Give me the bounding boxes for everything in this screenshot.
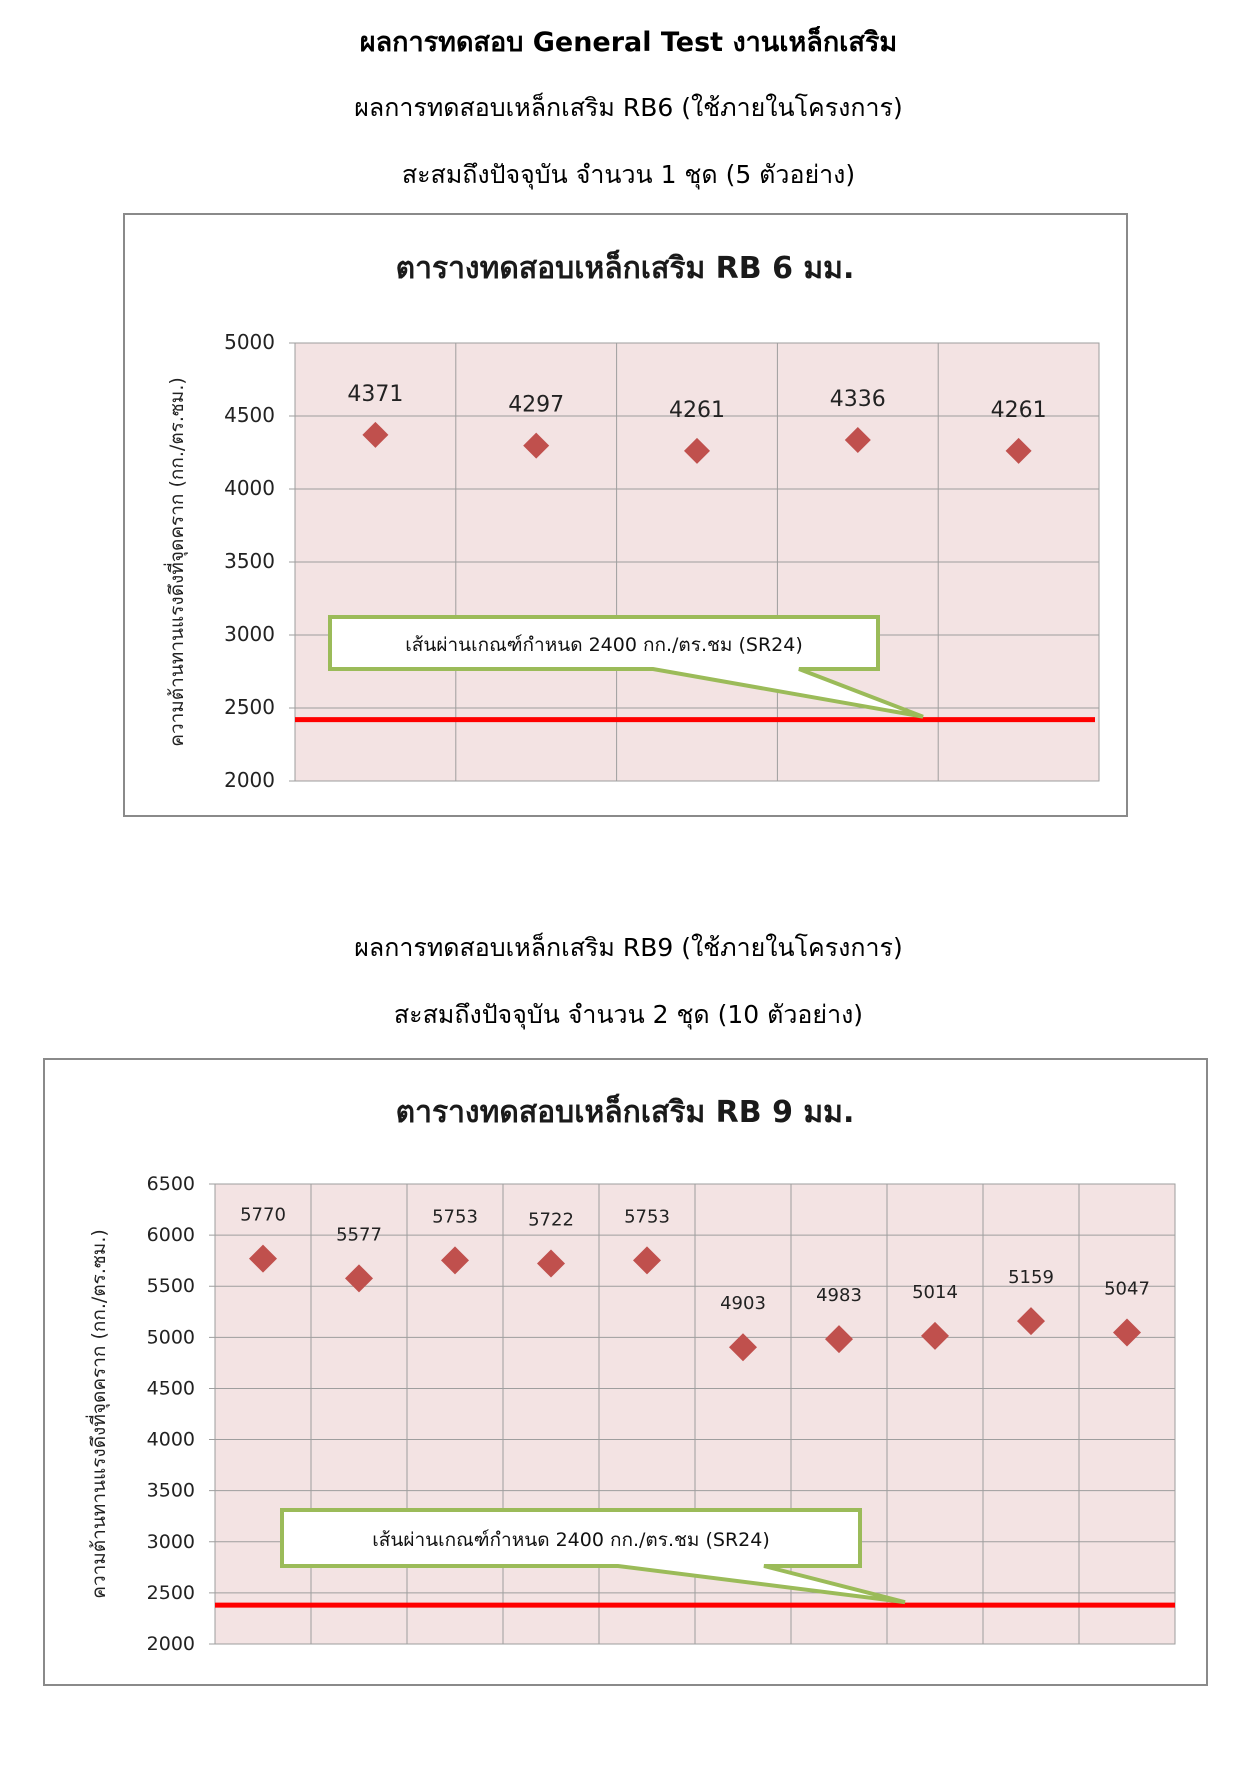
data-label: 4297 (508, 392, 565, 418)
y-axis-label: ความต้านทานแรงดึงที่จุดคราก (กก./ตร.ซม.) (166, 377, 188, 747)
y-tick-label: 2000 (146, 1633, 195, 1655)
threshold-callout-text: เส้นผ่านเกณฑ์กำหนด 2400 กก./ตร.ชม (SR24) (405, 634, 803, 656)
y-tick-label: 6500 (146, 1173, 195, 1195)
page-main-title: ผลการทดสอบ General Test งานเหล็กเสริม (359, 27, 898, 58)
chart-rb6-svg (125, 215, 1126, 815)
chart-rb9 (43, 1058, 1208, 1686)
chart-title: ตารางทดสอบเหล็กเสริม RB 9 มม. (395, 1095, 855, 1130)
y-tick-label: 5500 (146, 1275, 195, 1298)
section2-title: ผลการทดสอบเหล็กเสริม RB9 (ใช้ภายในโครงการ) (354, 933, 903, 962)
y-tick-label: 4000 (146, 1428, 195, 1451)
y-tick-label: 2000 (224, 768, 275, 792)
data-label: 5753 (432, 1206, 478, 1228)
section2-count: สะสมถึงปัจจุบัน จำนวน 2 ชุด (10 ตัวอย่าง) (393, 1000, 864, 1029)
data-label: 5159 (1008, 1267, 1054, 1289)
y-tick-label: 3000 (146, 1530, 195, 1553)
data-label: 5047 (1104, 1278, 1150, 1300)
data-label: 4261 (990, 397, 1047, 423)
y-tick-label: 4500 (224, 403, 275, 427)
y-tick-label: 6000 (146, 1224, 195, 1247)
data-label: 4261 (669, 397, 725, 423)
threshold-callout-text: เส้นผ่านเกณฑ์กำหนด 2400 กก./ตร.ชม (SR24) (372, 1529, 770, 1551)
y-tick-label: 3500 (224, 549, 275, 573)
chart-rb6 (123, 213, 1128, 817)
data-label: 5577 (336, 1224, 382, 1246)
data-label: 5770 (240, 1204, 286, 1226)
data-label: 5014 (912, 1281, 958, 1303)
y-tick-label: 2500 (224, 695, 275, 719)
y-tick-label: 4000 (224, 476, 275, 500)
y-axis-label: ความต้านทานแรงดึงที่จุดคราก (กก./ตร.ซม.) (88, 1229, 110, 1599)
y-tick-label: 3000 (224, 622, 275, 646)
chart-rb9-svg (45, 1060, 1206, 1684)
chart-title: ตารางทดสอบเหล็กเสริม RB 6 มม. (395, 251, 855, 286)
y-tick-label: 3500 (146, 1479, 195, 1502)
data-label: 4983 (816, 1285, 862, 1307)
y-tick-label: 4500 (146, 1377, 195, 1400)
section1-title: ผลการทดสอบเหล็กเสริม RB6 (ใช้ภายในโครงการ) (354, 93, 903, 122)
data-label: 4371 (347, 381, 404, 407)
y-tick-label: 5000 (224, 330, 275, 354)
y-tick-label: 5000 (146, 1326, 195, 1349)
data-label: 4903 (720, 1293, 766, 1315)
y-tick-label: 2500 (146, 1581, 195, 1604)
data-label: 4336 (829, 386, 886, 412)
data-label: 5722 (528, 1209, 574, 1231)
section1-count: สะสมถึงปัจจุบัน จำนวน 1 ชุด (5 ตัวอย่าง) (401, 160, 856, 189)
data-label: 5753 (624, 1206, 670, 1228)
